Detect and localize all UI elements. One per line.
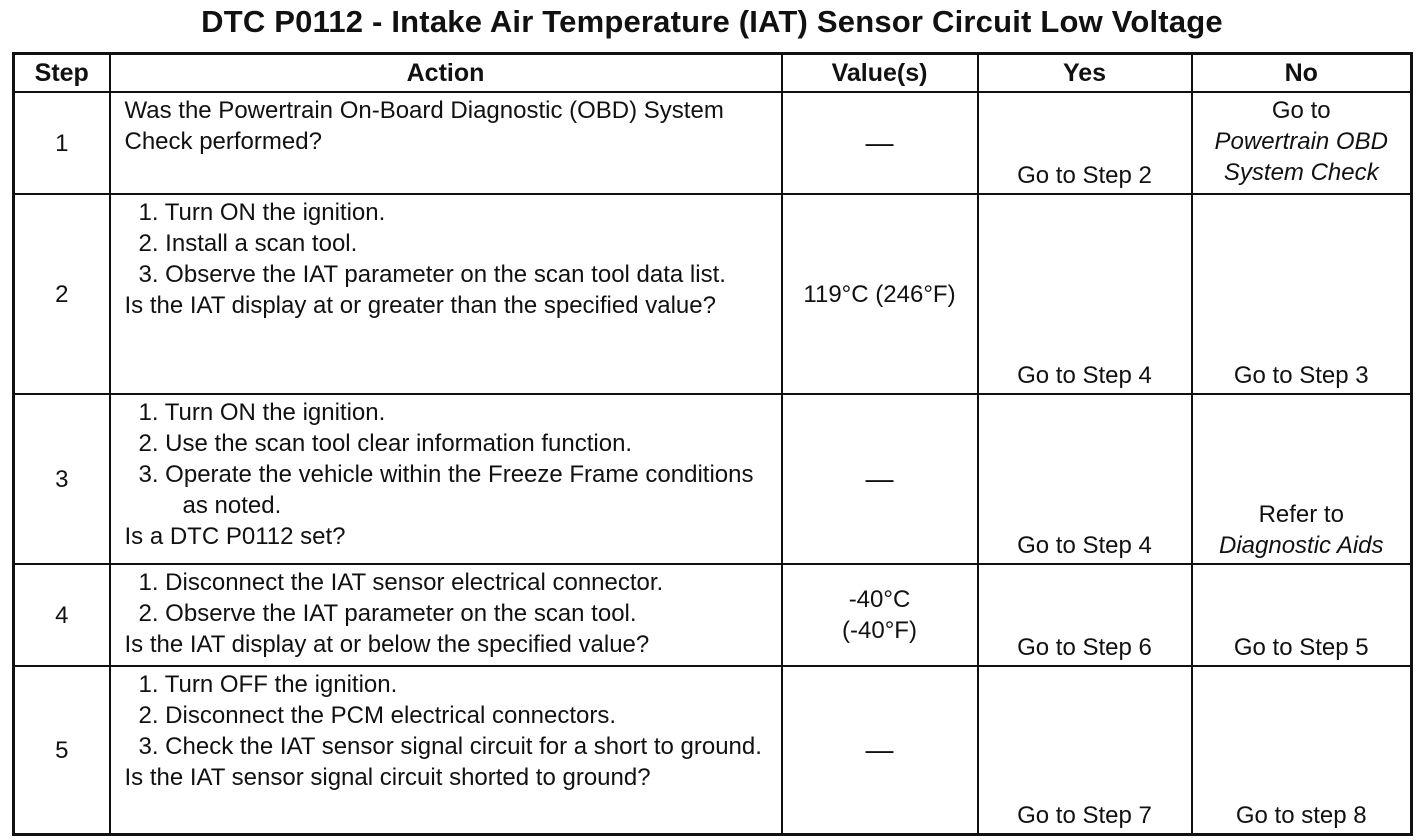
- action-step: 1. Disconnect the IAT sensor electrical connector.: [138, 569, 664, 596]
- action-steps: [125, 197, 771, 290]
- step-number: 5: [14, 666, 110, 835]
- action-step: 2. Observe the IAT parameter on the scan tool.: [138, 600, 637, 627]
- action-question: Was the Powertrain On-Board Diagnostic (OBD) System Check performed?: [124, 97, 724, 155]
- table-row: [14, 564, 1412, 666]
- action-step: 3. Check the IAT sensor signal circuit for a short to ground.: [138, 733, 762, 760]
- header-no: No: [1192, 54, 1412, 93]
- no-prefix: Refer to: [1258, 501, 1344, 528]
- value-text: —: [865, 126, 894, 158]
- action-step: 2. Install a scan tool.: [138, 230, 358, 257]
- yes-link[interactable]: Go to Step 4: [1017, 532, 1152, 559]
- action-question: Is the IAT display at or greater than the specified value?: [124, 292, 716, 319]
- yes-cell: [978, 92, 1192, 194]
- header-row: [14, 54, 1412, 93]
- no-cell: [1192, 92, 1412, 194]
- no-cell: [1192, 394, 1412, 564]
- action-cell: [110, 666, 782, 835]
- no-cell: [1192, 564, 1412, 666]
- yes-cell: [978, 666, 1192, 835]
- step-number: 1: [14, 92, 110, 194]
- no-prefix: Go to: [1271, 97, 1331, 124]
- yes-cell: [978, 194, 1192, 394]
- no-cell: [1192, 666, 1412, 835]
- action-cell: [110, 194, 782, 394]
- header-action: Action: [110, 54, 782, 93]
- action-steps: [125, 669, 771, 762]
- table-row: [14, 666, 1412, 835]
- yes-cell: [978, 394, 1192, 564]
- header-values: Value(s): [782, 54, 978, 93]
- step-number: 2: [14, 194, 110, 394]
- yes-link[interactable]: Go to Step 2: [1017, 162, 1152, 189]
- action-steps: [125, 397, 771, 521]
- value-cell: [782, 666, 978, 835]
- no-link[interactable]: Powertrain OBD System Check: [1214, 128, 1388, 186]
- value-text: —: [865, 462, 894, 494]
- yes-link[interactable]: Go to Step 6: [1017, 634, 1152, 661]
- action-steps: [125, 567, 771, 629]
- action-step: 1. Turn OFF the ignition.: [138, 671, 398, 698]
- action-step: 3. Operate the vehicle within the Freeze Frame conditions as noted.: [138, 461, 754, 519]
- header-step: Step: [14, 54, 110, 93]
- action-cell: [110, 394, 782, 564]
- no-link[interactable]: Diagnostic Aids: [1218, 532, 1384, 559]
- no-cell: [1192, 194, 1412, 394]
- action-question: Is a DTC P0112 set?: [124, 523, 346, 550]
- value-text: —: [865, 733, 894, 765]
- value-text: -40°C: [848, 586, 911, 613]
- value-cell: [782, 394, 978, 564]
- diagnostic-table: [12, 52, 1413, 836]
- step-number: 4: [14, 564, 110, 666]
- action-step: 2. Use the scan tool clear information function.: [138, 430, 633, 457]
- header-yes: Yes: [978, 54, 1192, 93]
- action-cell: [110, 92, 782, 194]
- table-row: [14, 92, 1412, 194]
- page-title: DTC P0112 - Intake Air Temperature (IAT) Sensor Circuit Low Voltage: [201, 4, 1223, 39]
- no-link[interactable]: Go to Step 3: [1233, 362, 1369, 389]
- step-number: 3: [14, 394, 110, 564]
- value-cell: [782, 564, 978, 666]
- action-step: 1. Turn ON the ignition.: [138, 199, 386, 226]
- value-cell: [782, 194, 978, 394]
- action-step: 2. Disconnect the PCM electrical connectors.: [138, 702, 617, 729]
- yes-link[interactable]: Go to Step 7: [1017, 802, 1152, 829]
- yes-cell: [978, 564, 1192, 666]
- action-question: Is the IAT sensor signal circuit shorted to ground?: [124, 764, 651, 791]
- action-question: Is the IAT display at or below the specified value?: [124, 631, 650, 658]
- table-row: [14, 194, 1412, 394]
- no-link[interactable]: Go to step 8: [1235, 802, 1367, 829]
- yes-link[interactable]: Go to Step 4: [1017, 362, 1152, 389]
- action-step: 3. Observe the IAT parameter on the scan tool data list.: [138, 261, 726, 288]
- table-row: [14, 394, 1412, 564]
- value-text: 119°C (246°F): [803, 280, 956, 308]
- action-cell: [110, 564, 782, 666]
- action-step: 1. Turn ON the ignition.: [138, 399, 386, 426]
- value-cell: [782, 92, 978, 194]
- no-link[interactable]: Go to Step 5: [1233, 634, 1369, 661]
- value-text: (-40°F): [842, 617, 917, 644]
